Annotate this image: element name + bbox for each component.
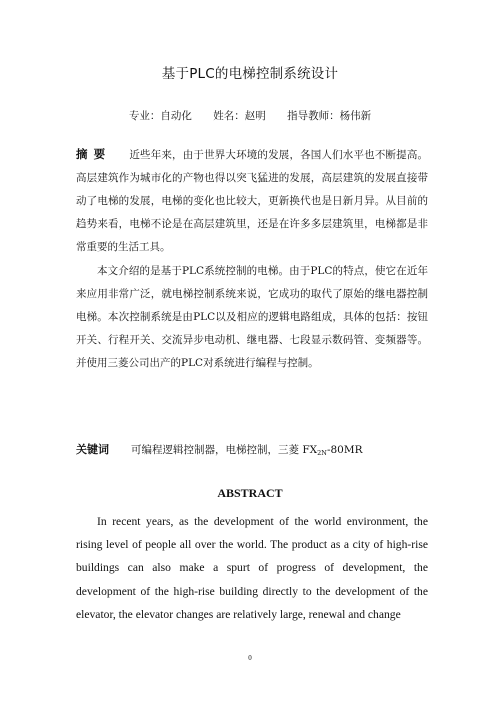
- keywords-text: 可编程逻辑控制器，电梯控制，三菱 FX: [131, 444, 318, 456]
- page-number: 0: [248, 654, 252, 662]
- keywords-label: 关键词: [76, 443, 109, 456]
- chinese-abstract-paragraph-1: [76, 143, 428, 259]
- author-info: [0, 108, 500, 123]
- advisor-info: 指导教师：杨伟新: [287, 110, 372, 122]
- chinese-abstract-paragraph-2: 本文介绍的是基于PLC系统控制的电梯。由于PLC的特点，使它在近年来应用非常广泛，就电梯控制系统来说，它成功的取代了原始的继电器控制电梯。本次控制系统是由PLC以及相应的逻辑电路组成，具体的包括：按钮开关、行程开关、交流异步电动机、继电器、七段显示数码管、变频器等。并使用三菱公司出产的PLC对系统进行编程与控制。: [76, 265, 428, 369]
- major-info: 专业：自动化: [128, 110, 192, 122]
- english-abstract-heading: ABSTRACT: [217, 486, 283, 500]
- author-name: 姓名：赵明: [213, 110, 266, 122]
- english-abstract-paragraph: In recent years, as the development of the world environment, the rising level of people all over the world. The product as a city of high-rise buildings can also make a spurt of progress of development, the development of the high-rise building directly to the development of the elevator, the elevator changes are relatively large, renewal and change: [76, 515, 428, 621]
- document-title: 基于PLC的电梯控制系统设计: [161, 66, 339, 82]
- keywords-line: [76, 438, 436, 465]
- abstract-label: 摘要: [76, 147, 112, 161]
- keywords-text-end: -80MR: [326, 444, 363, 456]
- keywords-subscript: 2N: [317, 449, 327, 457]
- abstract-paragraph-1-text: 近些年来，由于世界大环境的发展，各国人们水平也不断提高。高层建筑作为城市化的产物也得以突飞猛进的发展，高层建筑的发展直接带动了电梯的发展，电梯的变化也比较大，更新换代也是日新月异。从目前的趋势来看，电梯不论是在高层建筑里，还是在许多多层建筑里，电梯都是非常重要的生活工具。: [76, 149, 429, 253]
